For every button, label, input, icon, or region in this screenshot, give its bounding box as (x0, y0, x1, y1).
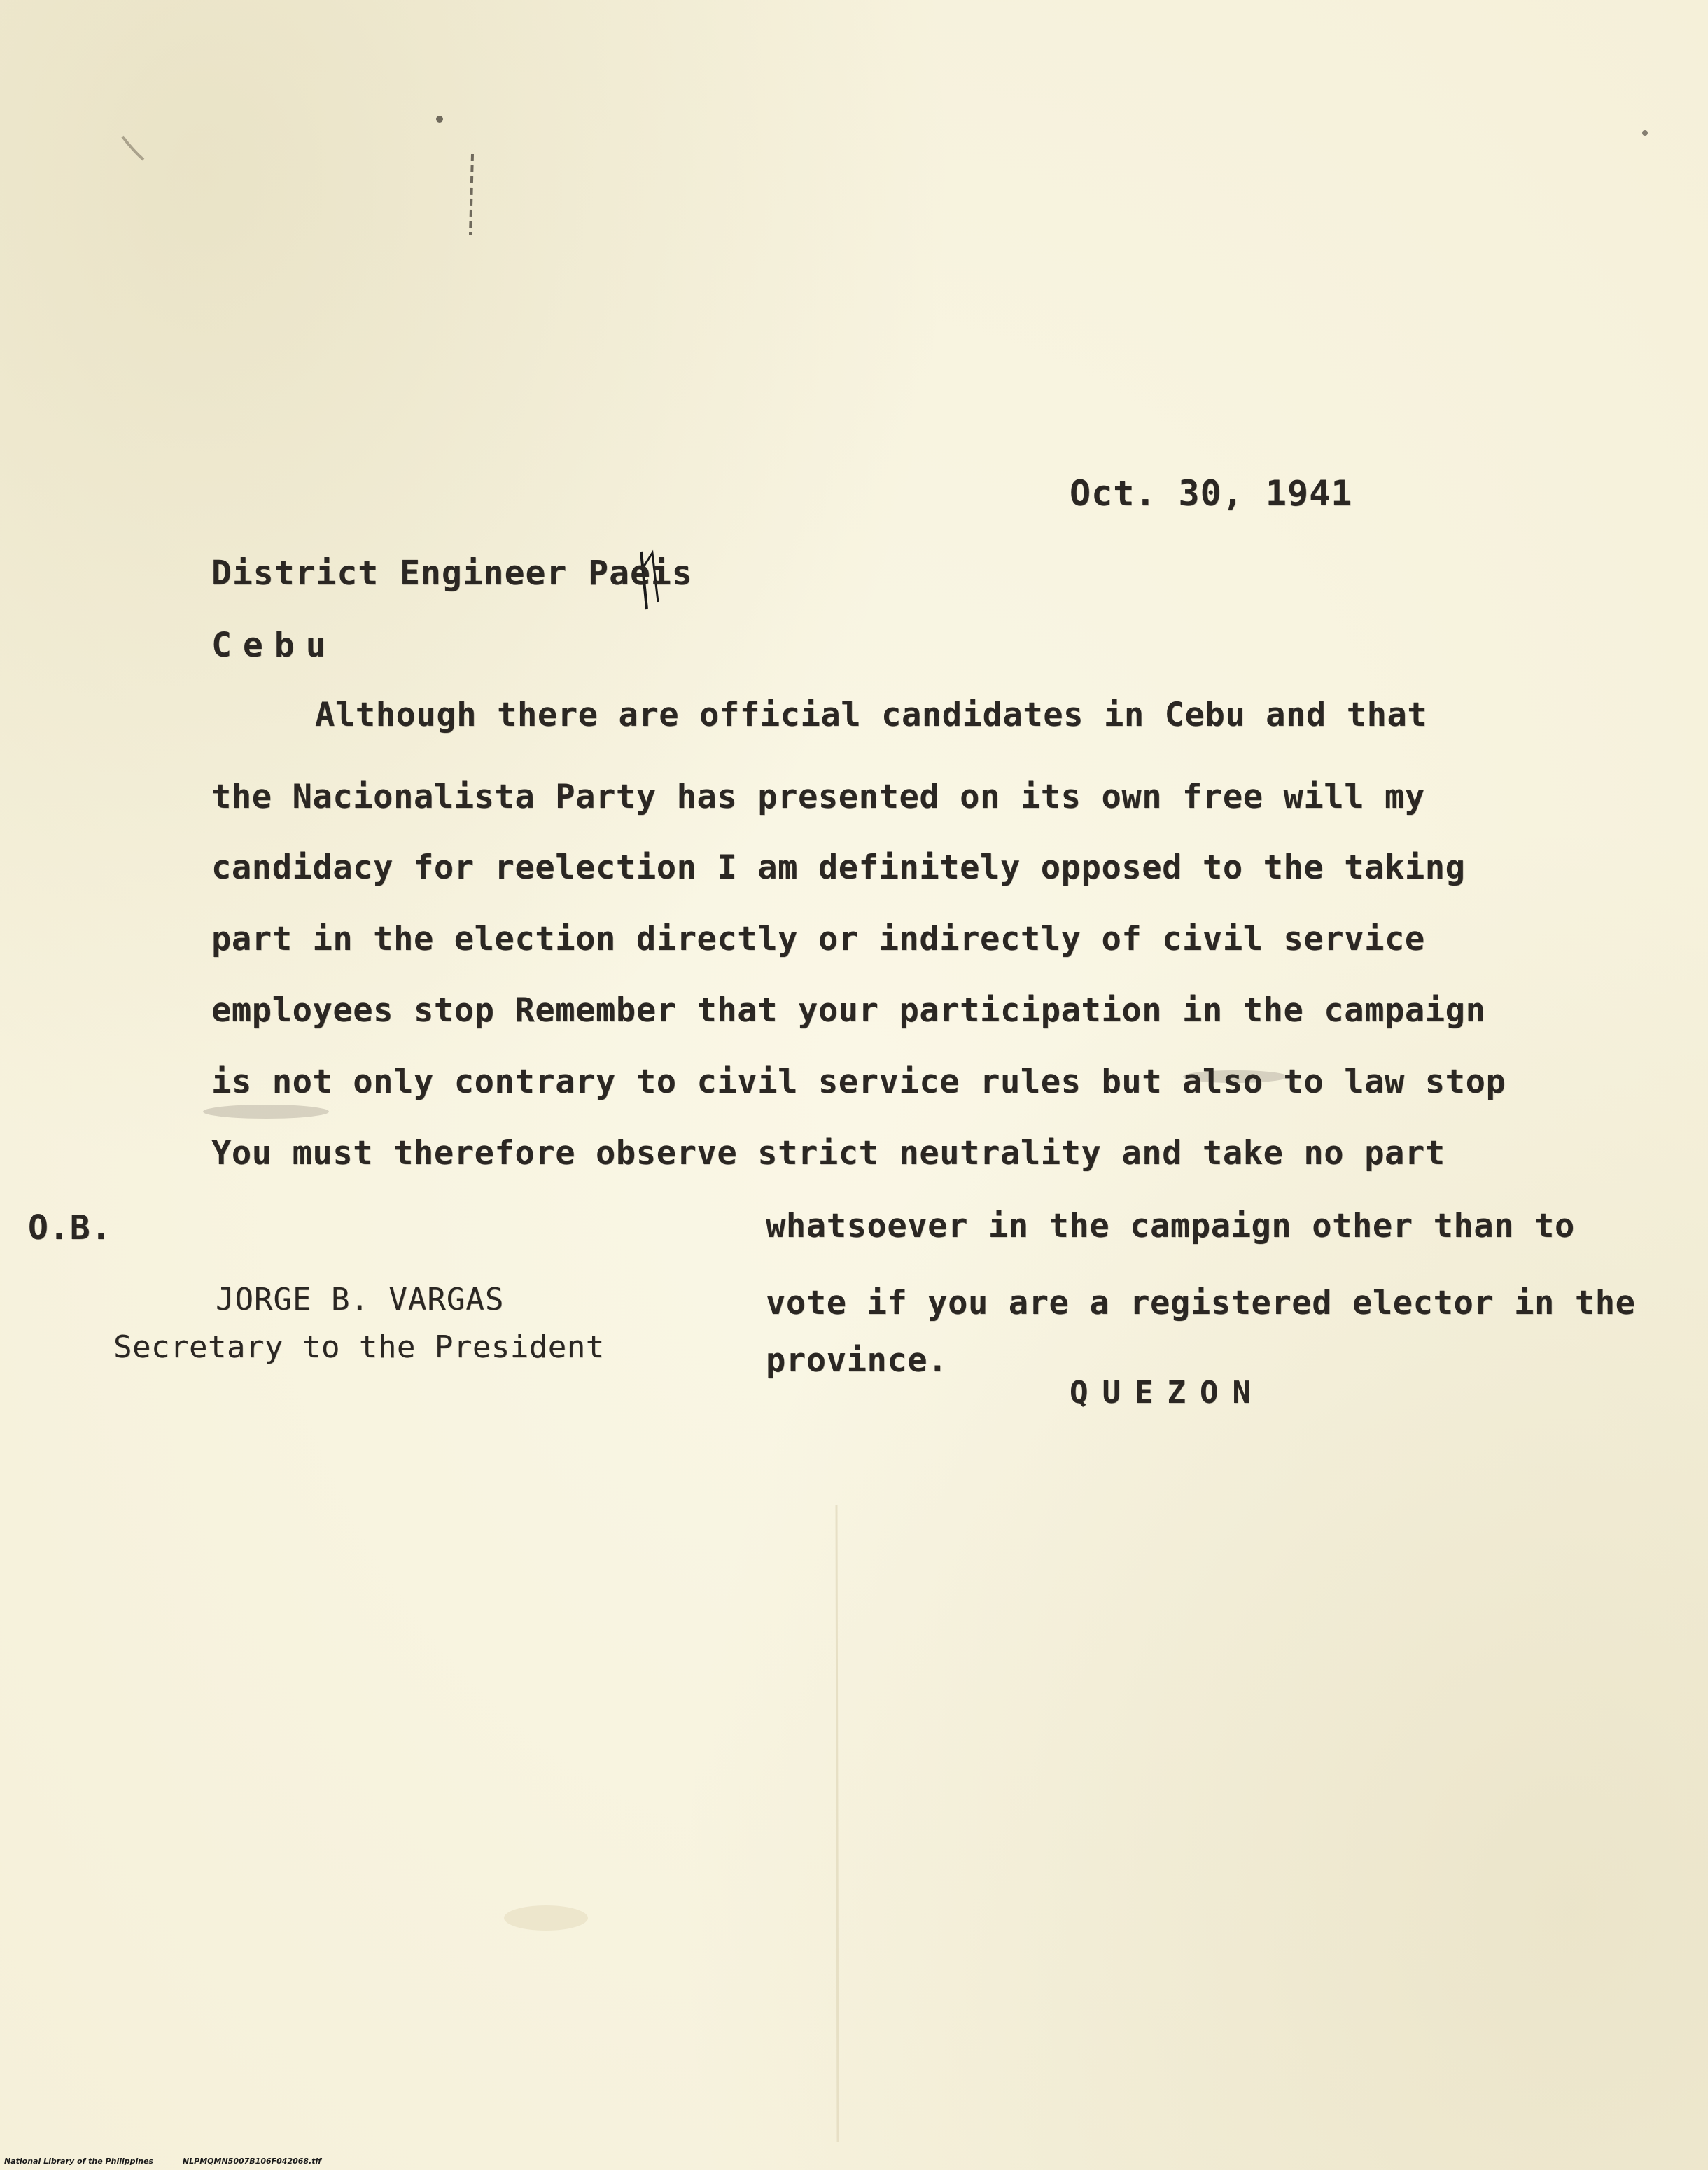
addressee: District Engineer Paeis (211, 554, 693, 593)
body-line: province. (766, 1341, 948, 1380)
body-line: whatsoever in the campaign other than to (766, 1207, 1575, 1245)
punch-mark-line (470, 154, 472, 234)
fold-line (836, 1505, 838, 2142)
archive-footer (4, 2157, 348, 2166)
body-line: Although there are official candidates in Cebu and that (315, 696, 1428, 734)
body-line: is not only contrary to civil service rules but also to law stop (211, 1063, 1506, 1101)
body-line: the Nacionalista Party has presented on its own free will my (211, 778, 1425, 816)
addressee-city: Cebu (211, 626, 337, 665)
archive-file-id: NLPMQMN5007B106F042068.tif (182, 2157, 322, 2166)
ink-smudge (203, 1105, 329, 1119)
closing-signature: QUEZON (1070, 1375, 1265, 1410)
body-line: part in the election directly or indirectly of civil service (211, 920, 1425, 958)
archive-library: National Library of the Philippines (4, 2157, 154, 2166)
initials: O.B. (28, 1208, 112, 1247)
stain (504, 1905, 588, 1931)
ink-dot (1642, 130, 1648, 136)
ink-dot (436, 115, 443, 122)
body-line: You must therefore observe strict neutrality and take no part (211, 1134, 1446, 1172)
body-line: vote if you are a registered elector in the (766, 1284, 1636, 1322)
crease-mark (122, 136, 144, 160)
signatory-title: Secretary to the President (113, 1329, 605, 1365)
body-line: candidacy for reelection I am definitely opposed to the taking (211, 848, 1466, 887)
body-line: employees stop Remember that your participation in the campaign (211, 991, 1486, 1030)
letter-date: Oct. 30, 1941 (1070, 473, 1353, 514)
signatory-name: JORGE B. VARGAS (216, 1282, 505, 1317)
